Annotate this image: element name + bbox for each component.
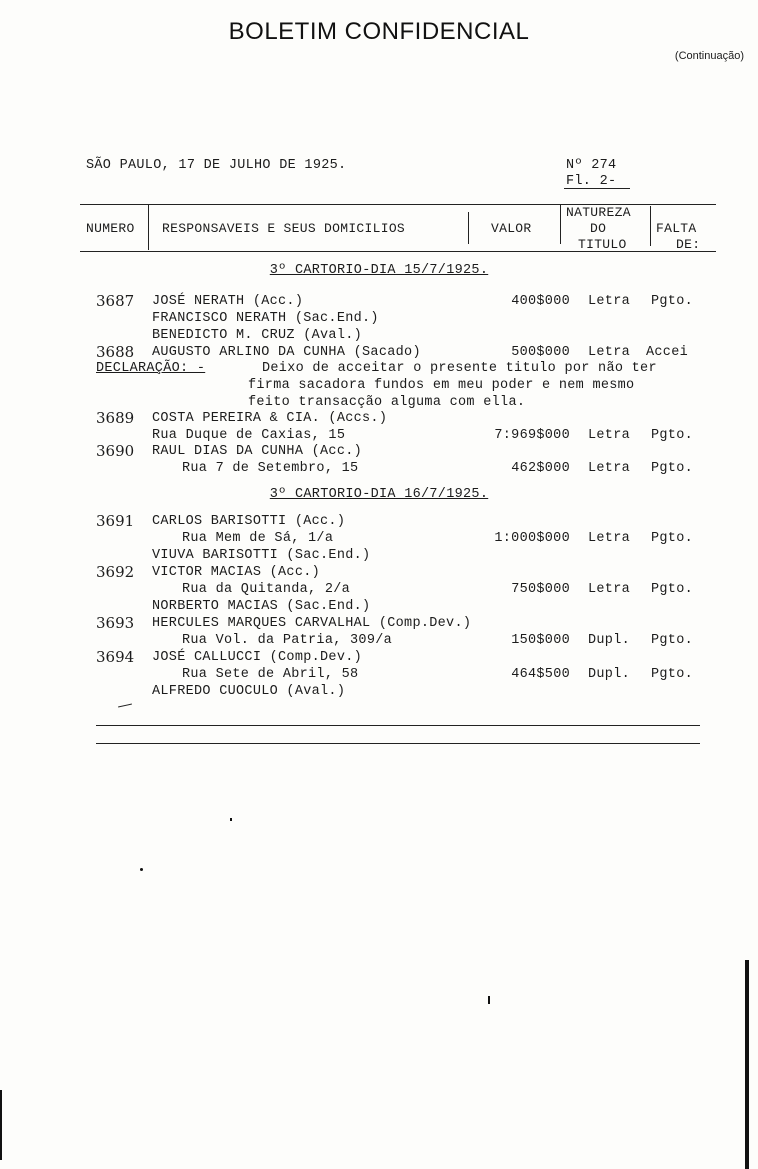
entry-nature: Letra xyxy=(588,582,631,597)
pen-stroke xyxy=(118,704,132,708)
scan-speck xyxy=(140,868,143,871)
col-natureza-3: TITULO xyxy=(578,237,627,252)
entry-value: 464$500 xyxy=(511,667,570,682)
entry-nature: Dupl. xyxy=(588,667,631,682)
entry-extra: NORBERTO MACIAS (Sac.End.) xyxy=(152,599,371,614)
col-divider-1 xyxy=(148,204,149,250)
entry-address: Rua da Quitanda, 2/a xyxy=(182,582,351,597)
col-divider-4 xyxy=(650,206,651,246)
entry-address: Rua Sete de Abril, 58 xyxy=(182,667,359,682)
entry-name: VICTOR MACIAS (Acc.) xyxy=(152,565,321,580)
col-divider-2 xyxy=(468,212,469,244)
entry-address: Rua Duque de Caxias, 15 xyxy=(152,428,346,443)
scan-speck xyxy=(230,818,232,821)
entry-name: COSTA PEREIRA & CIA. (Accs.) xyxy=(152,411,388,426)
entry-fault: Pgto. xyxy=(651,582,694,597)
col-responsaveis: RESPONSAVEIS E SEUS DOMICILIOS xyxy=(162,221,406,236)
declaration-line: Deixo de acceitar o presente titulo por não ter xyxy=(262,361,657,376)
col-natureza-2: DO xyxy=(590,221,607,236)
declaration-line: firma sacadora fundos em meu poder e nem mesmo xyxy=(248,378,635,393)
place-date: SÃO PAULO, 17 DE JULHO DE 1925. xyxy=(86,158,347,173)
entry-name: CARLOS BARISOTTI (Acc.) xyxy=(152,514,346,529)
col-numero: NUMERO xyxy=(86,221,135,236)
entry-value: 150$000 xyxy=(511,633,570,648)
entry-extra: VIUVA BARISOTTI (Sac.End.) xyxy=(152,548,371,563)
entry-number: 3692 xyxy=(96,563,135,581)
entry-number: 3688 xyxy=(96,343,135,361)
closing-rule-1 xyxy=(96,725,700,726)
entry-number: 3690 xyxy=(96,442,135,460)
entry-name: JOSÉ NERATH (Acc.) xyxy=(152,294,304,309)
entry-nature: Letra xyxy=(588,345,631,360)
entry-fault: Pgto. xyxy=(651,667,694,682)
entry-value: 750$000 xyxy=(511,582,570,597)
closing-rule-2 xyxy=(96,743,700,744)
entry-name: AUGUSTO ARLINO DA CUNHA (Sacado) xyxy=(152,345,421,360)
sheet-underline xyxy=(564,188,630,189)
entry-value: 1:000$000 xyxy=(494,531,570,546)
col-falta-2: DE: xyxy=(676,237,701,252)
entry-number: 3689 xyxy=(96,409,135,427)
entry-number: 3694 xyxy=(96,648,135,666)
entry-value: 462$000 xyxy=(511,461,570,476)
section-heading-1: 3º CARTORIO-DIA 15/7/1925. xyxy=(269,263,489,278)
entry-value: 400$000 xyxy=(511,294,570,309)
bulletin-number: Nº 274 xyxy=(566,158,617,173)
col-natureza-1: NATUREZA xyxy=(566,205,631,220)
entry-fault: Accei xyxy=(646,345,689,360)
entry-number: 3691 xyxy=(96,512,135,530)
declaration-label: DECLARAÇÃO: - xyxy=(96,361,206,376)
entry-extra: FRANCISCO NERATH (Sac.End.) xyxy=(152,311,379,326)
col-valor: VALOR xyxy=(491,221,532,236)
entry-nature: Dupl. xyxy=(588,633,631,648)
entry-nature: Letra xyxy=(588,461,631,476)
entry-value: 500$000 xyxy=(511,345,570,360)
scan-edge-right xyxy=(745,960,749,1169)
entry-nature: Letra xyxy=(588,428,631,443)
entry-address: Rua 7 de Setembro, 15 xyxy=(182,461,359,476)
entry-name: HERCULES MARQUES CARVALHAL (Comp.Dev.) xyxy=(152,616,472,631)
page-title: BOLETIM CONFIDENCIAL xyxy=(228,18,530,45)
continuation-label: (Continuação) xyxy=(674,50,744,62)
entry-number: 3687 xyxy=(96,292,135,310)
sheet-number: Fl. 2- xyxy=(566,174,617,189)
col-divider-3 xyxy=(560,204,561,244)
entry-fault: Pgto. xyxy=(651,633,694,648)
scan-edge-left xyxy=(0,1090,2,1160)
entry-name: RAUL DIAS DA CUNHA (Acc.) xyxy=(152,444,363,459)
col-falta-1: FALTA xyxy=(656,221,697,236)
entry-address: Rua Vol. da Patria, 309/a xyxy=(182,633,393,648)
entry-fault: Pgto. xyxy=(651,531,694,546)
entry-value: 7:969$000 xyxy=(494,428,570,443)
entry-extra: BENEDICTO M. CRUZ (Aval.) xyxy=(152,328,363,343)
entry-fault: Pgto. xyxy=(651,294,694,309)
declaration-line: feito transacção alguma com ella. xyxy=(248,395,526,410)
entry-nature: Letra xyxy=(588,531,631,546)
entry-address: Rua Mem de Sá, 1/a xyxy=(182,531,334,546)
entry-fault: Pgto. xyxy=(651,461,694,476)
entry-number: 3693 xyxy=(96,614,135,632)
entry-nature: Letra xyxy=(588,294,631,309)
section-heading-2: 3º CARTORIO-DIA 16/7/1925. xyxy=(269,487,489,502)
scan-speck xyxy=(488,996,490,1004)
entry-extra: ALFREDO CUOCULO (Aval.) xyxy=(152,684,346,699)
entry-fault: Pgto. xyxy=(651,428,694,443)
entry-name: JOSÉ CALLUCCI (Comp.Dev.) xyxy=(152,650,363,665)
